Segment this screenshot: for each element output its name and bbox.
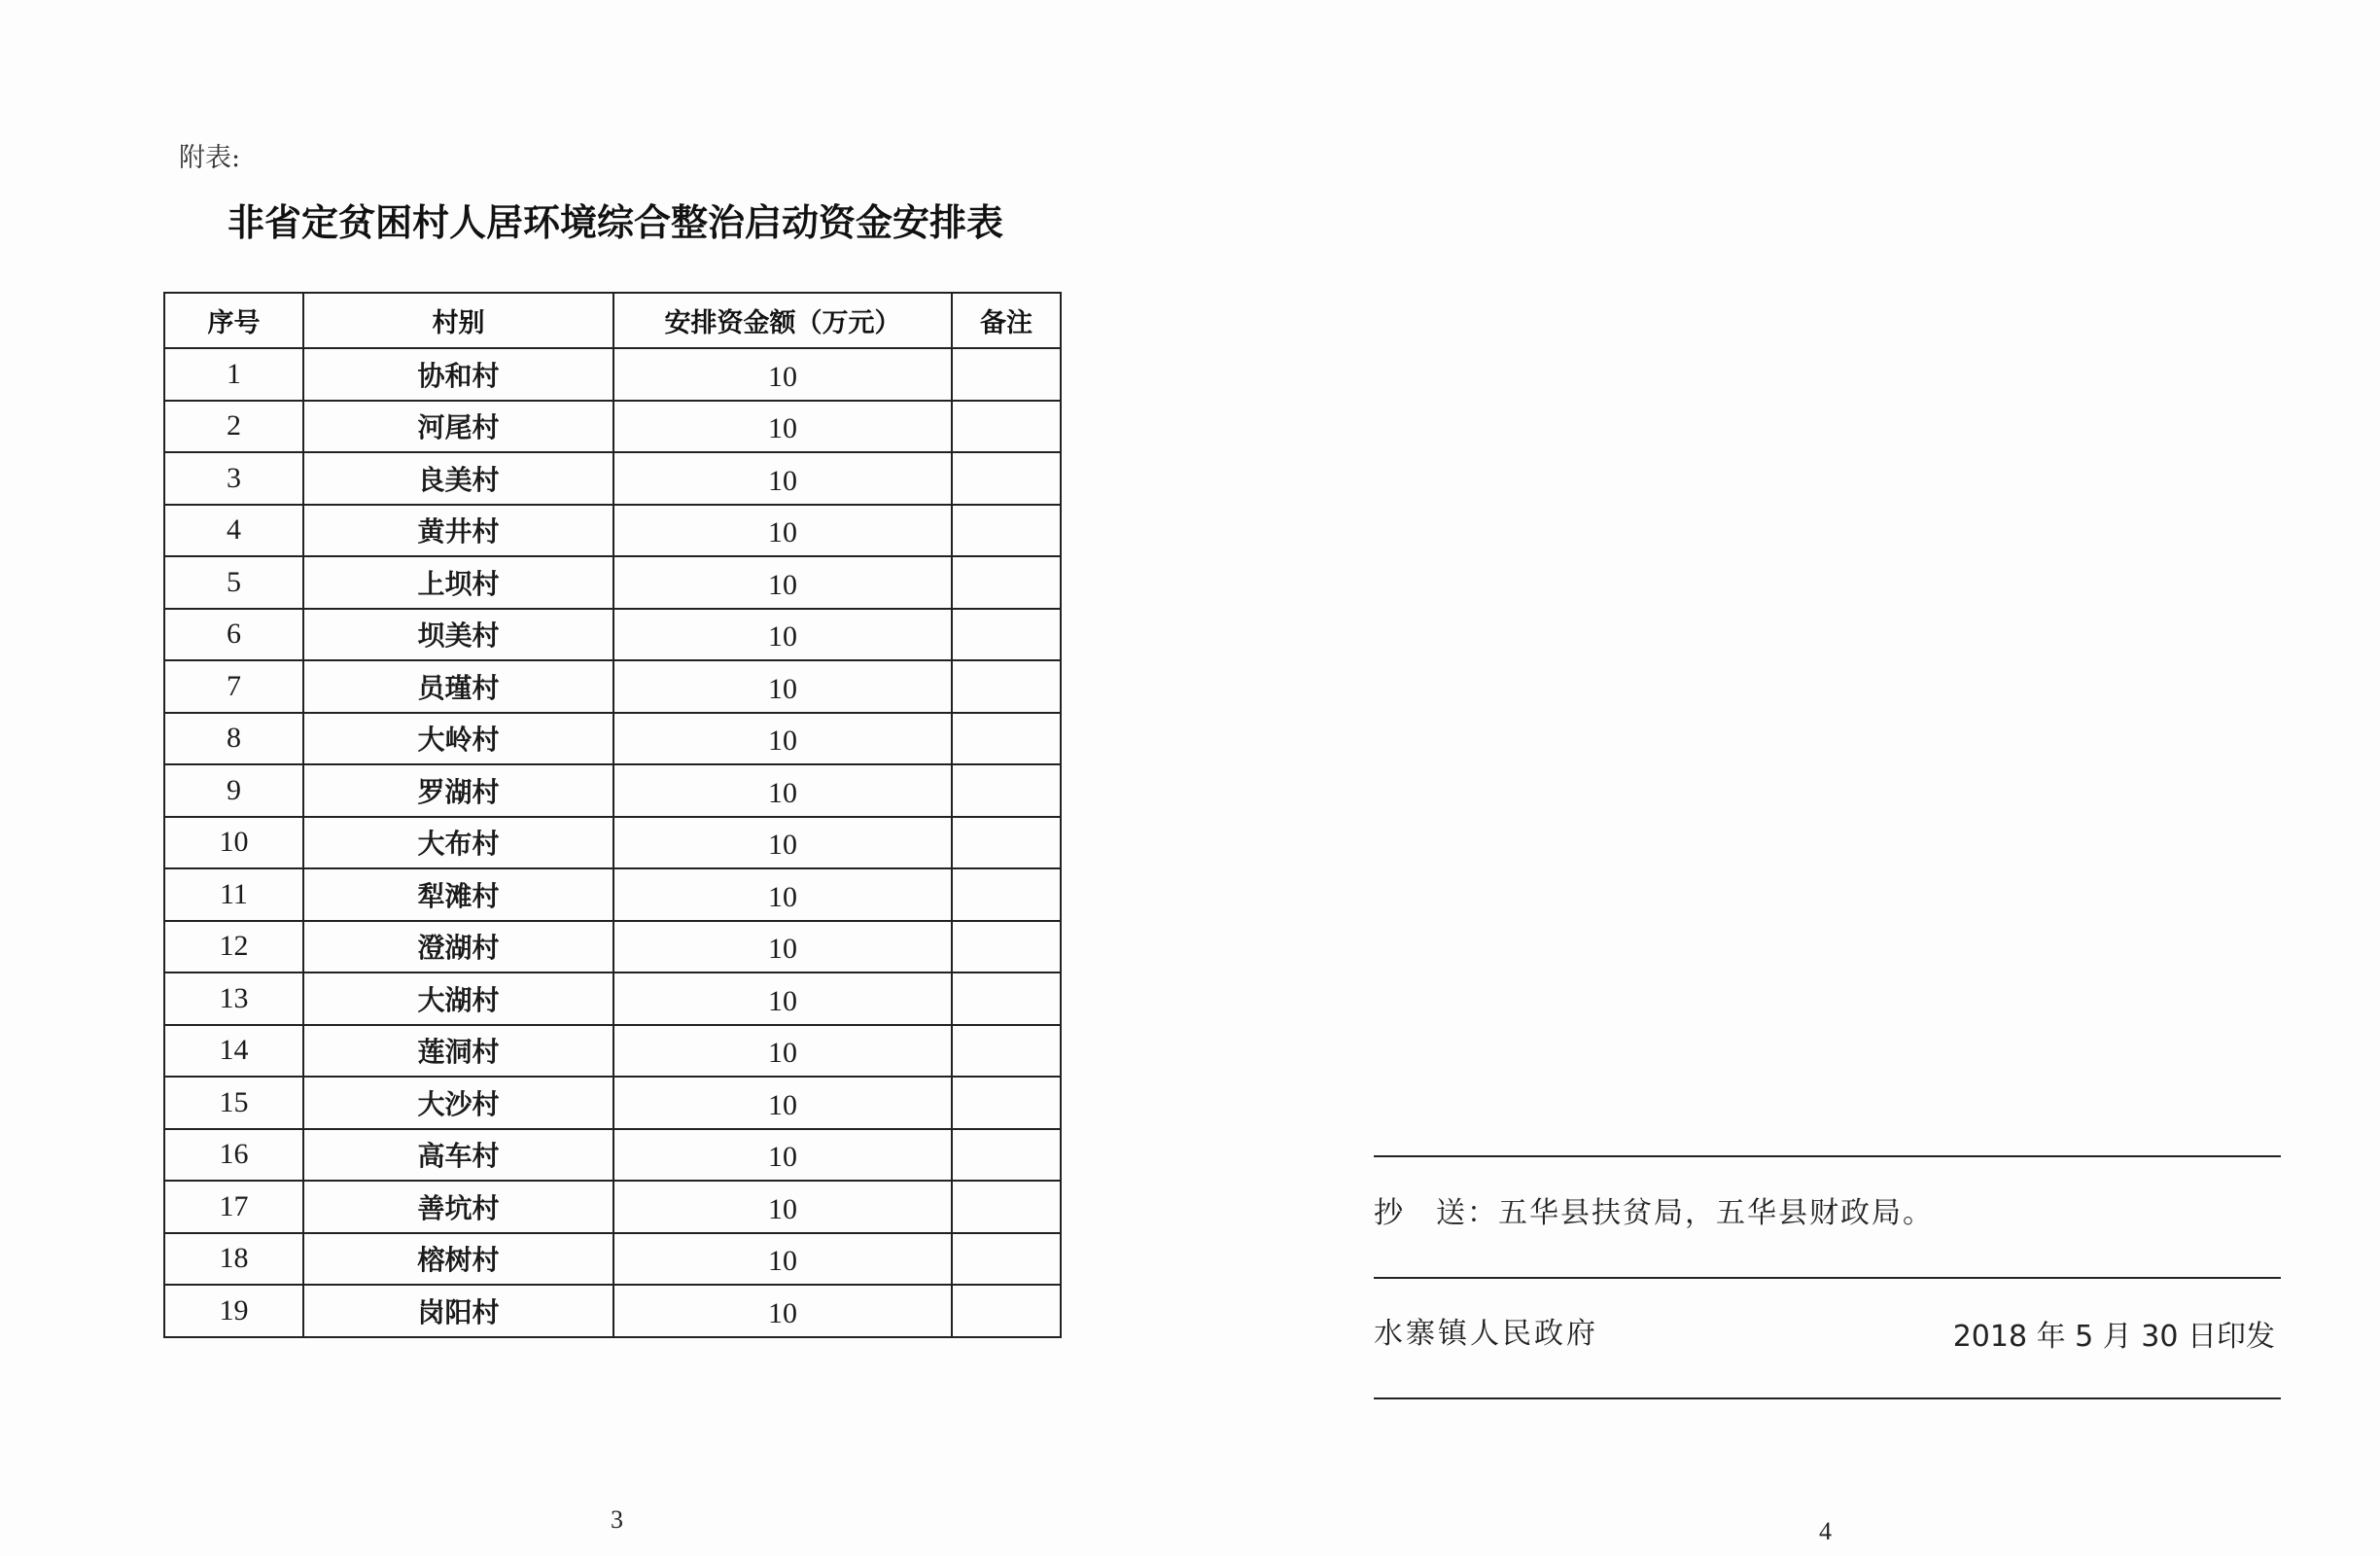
funding-amount-cell: 10 (613, 1233, 952, 1286)
funding-amount-cell: 10 (613, 713, 952, 765)
header-serial-number: 序号 (164, 293, 303, 348)
table-row (164, 505, 1061, 557)
row-number-cell: 12 (164, 921, 303, 973)
funding-amount-cell: 10 (613, 348, 952, 401)
bottom-rule (1374, 1397, 2281, 1399)
funding-amount-cell: 10 (613, 817, 952, 869)
village-name-cell: 罗湖村 (303, 764, 613, 817)
row-number-cell: 2 (164, 401, 303, 453)
table-row (164, 972, 1061, 1025)
funding-amount-cell: 10 (613, 1077, 952, 1129)
row-number-cell: 16 (164, 1129, 303, 1182)
village-name-cell: 协和村 (303, 348, 613, 401)
row-number-cell: 6 (164, 609, 303, 661)
table-row (164, 713, 1061, 765)
table-row (164, 1129, 1061, 1182)
remark-cell (952, 1181, 1061, 1233)
funding-amount-cell: 10 (613, 1181, 952, 1233)
issue-date: 2018 年 5 月 30 日印发 (1952, 1320, 2275, 1354)
village-name-cell: 澄湖村 (303, 921, 613, 973)
table-row (164, 660, 1061, 713)
table-row (164, 764, 1061, 817)
row-number-cell: 8 (164, 713, 303, 765)
remark-cell (952, 972, 1061, 1025)
cc-line (1374, 1188, 1934, 1231)
middle-rule (1374, 1277, 2281, 1279)
village-name-cell: 良美村 (303, 452, 613, 505)
village-name-cell: 河尾村 (303, 401, 613, 453)
remark-cell (952, 1129, 1061, 1182)
page-number-left: 3 (611, 1505, 623, 1534)
remark-cell (952, 609, 1061, 661)
table-row (164, 1181, 1061, 1233)
village-name-cell: 大湖村 (303, 972, 613, 1025)
table-row (164, 868, 1061, 921)
row-number-cell: 1 (164, 348, 303, 401)
funding-amount-cell: 10 (613, 764, 952, 817)
remark-cell (952, 764, 1061, 817)
village-name-cell: 上坝村 (303, 556, 613, 609)
table-row (164, 556, 1061, 609)
funding-amount-cell: 10 (613, 452, 952, 505)
row-number-cell: 11 (164, 868, 303, 921)
funding-amount-cell: 10 (613, 972, 952, 1025)
village-name-cell: 善坑村 (303, 1181, 613, 1233)
remark-cell (952, 1025, 1061, 1078)
page-number-right: 4 (1819, 1517, 1832, 1545)
table-row (164, 348, 1061, 401)
remark-cell (952, 348, 1061, 401)
remark-cell (952, 1077, 1061, 1129)
village-name-cell: 大岭村 (303, 713, 613, 765)
cc-label: 抄 送： (1374, 1196, 1498, 1230)
table-row (164, 609, 1061, 661)
remark-cell (952, 1233, 1061, 1286)
village-name-cell: 犁滩村 (303, 868, 613, 921)
remark-cell (952, 817, 1061, 869)
village-name-cell: 榕树村 (303, 1233, 613, 1286)
remark-cell (952, 921, 1061, 973)
row-number-cell: 4 (164, 505, 303, 557)
village-name-cell: 黄井村 (303, 505, 613, 557)
row-number-cell: 13 (164, 972, 303, 1025)
header-remarks: 备注 (952, 293, 1061, 348)
funding-amount-cell: 10 (613, 401, 952, 453)
header-funding-amount: 安排资金额（万元） (613, 293, 952, 348)
funding-amount-cell: 10 (613, 660, 952, 713)
table-body (164, 348, 1061, 1337)
funding-amount-cell: 10 (613, 921, 952, 973)
remark-cell (952, 401, 1061, 453)
village-name-cell: 员瑾村 (303, 660, 613, 713)
table-row (164, 1077, 1061, 1129)
row-number-cell: 9 (164, 764, 303, 817)
cc-recipients: 五华县扶贫局，五华县财政局。 (1498, 1196, 1934, 1230)
remark-cell (952, 713, 1061, 765)
table-row (164, 452, 1061, 505)
table-row (164, 1285, 1061, 1337)
table-row (164, 921, 1061, 973)
funding-amount-cell: 10 (613, 1285, 952, 1337)
row-number-cell: 17 (164, 1181, 303, 1233)
header-village: 村别 (303, 293, 613, 348)
remark-cell (952, 505, 1061, 557)
village-name-cell: 大布村 (303, 817, 613, 869)
funding-amount-cell: 10 (613, 609, 952, 661)
row-number-cell: 10 (164, 817, 303, 869)
row-number-cell: 3 (164, 452, 303, 505)
remark-cell (952, 1285, 1061, 1337)
issuing-authority: 水寨镇人民政府 (1374, 1317, 1598, 1351)
remark-cell (952, 556, 1061, 609)
row-number-cell: 7 (164, 660, 303, 713)
village-name-cell: 大沙村 (303, 1077, 613, 1129)
village-name-cell: 坝美村 (303, 609, 613, 661)
row-number-cell: 18 (164, 1233, 303, 1286)
table-row (164, 817, 1061, 869)
top-rule (1374, 1155, 2281, 1157)
village-name-cell: 高车村 (303, 1129, 613, 1182)
village-name-cell: 岗阳村 (303, 1285, 613, 1337)
row-number-cell: 15 (164, 1077, 303, 1129)
funding-amount-cell: 10 (613, 556, 952, 609)
table-row (164, 401, 1061, 453)
remark-cell (952, 660, 1061, 713)
table-header-row (164, 293, 1061, 348)
attachment-label: 附表: (179, 143, 241, 173)
funding-table (163, 292, 1062, 1338)
table-row (164, 1233, 1061, 1286)
funding-amount-cell: 10 (613, 868, 952, 921)
row-number-cell: 5 (164, 556, 303, 609)
funding-amount-cell: 10 (613, 1025, 952, 1078)
remark-cell (952, 452, 1061, 505)
funding-amount-cell: 10 (613, 1129, 952, 1182)
table-row (164, 1025, 1061, 1078)
table-title: 非省定贫困村人居环境综合整治启动资金安排表 (228, 200, 1004, 244)
village-name-cell: 莲洞村 (303, 1025, 613, 1078)
remark-cell (952, 868, 1061, 921)
row-number-cell: 14 (164, 1025, 303, 1078)
row-number-cell: 19 (164, 1285, 303, 1337)
funding-amount-cell: 10 (613, 505, 952, 557)
